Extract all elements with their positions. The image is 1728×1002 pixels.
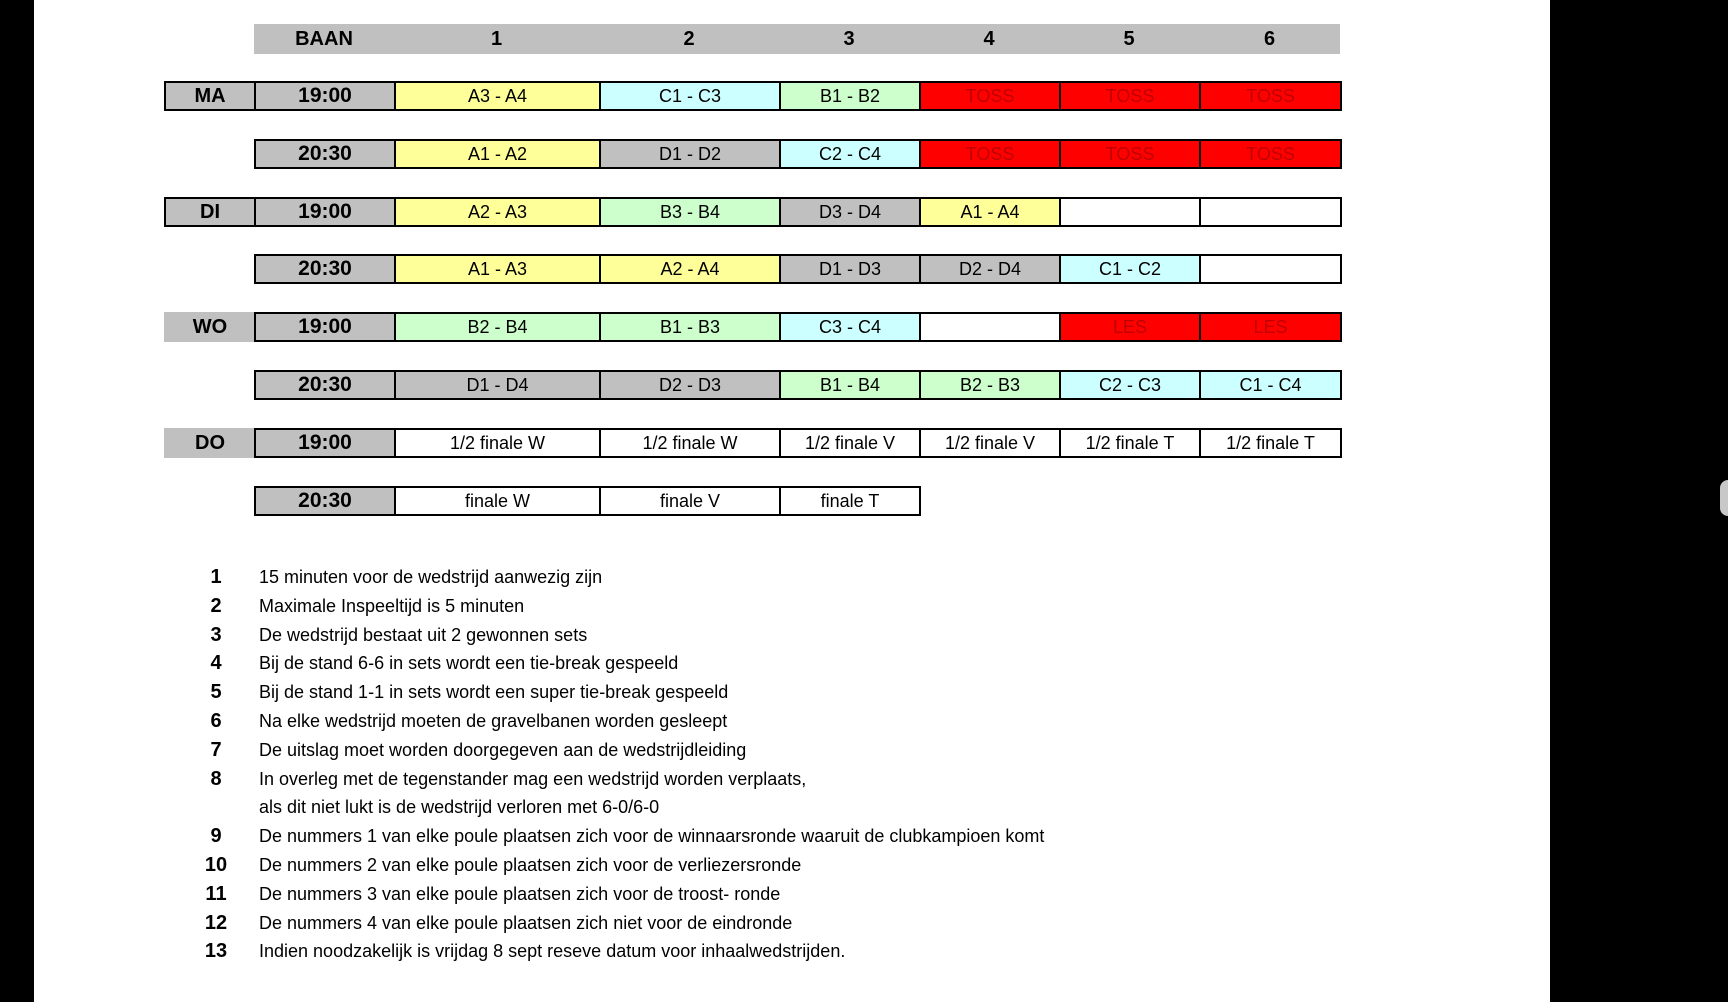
match-cell: C2 - C3 [1061, 370, 1201, 400]
header-court-2: 2 [599, 24, 779, 54]
match-cell: finale T [781, 486, 921, 516]
match-cell: A1 - A4 [921, 197, 1061, 227]
match-cell: TOSS [1061, 139, 1201, 169]
time-slot: 20:30 [254, 139, 396, 169]
day-label-wo: WO [164, 312, 256, 342]
rule-number: 1 [210, 566, 222, 588]
match-cell [1201, 254, 1342, 284]
rule-text: De nummers 4 van elke poule plaatsen zich niet voor de eindronde [259, 912, 793, 933]
match-cell: B1 - B3 [601, 312, 781, 342]
match-cell: D1 - D4 [396, 370, 601, 400]
match-cell: B2 - B4 [396, 312, 601, 342]
match-cell: 1/2 finale W [601, 428, 781, 458]
header-baan: BAAN [254, 24, 394, 54]
time-slot: 19:00 [254, 428, 396, 458]
match-cell: B1 - B4 [781, 370, 921, 400]
header-court-3: 3 [779, 24, 919, 54]
rule-number: 2 [210, 594, 222, 617]
match-cell: D2 - D3 [601, 370, 781, 400]
time-slot: 19:00 [254, 197, 396, 227]
header-court-5: 5 [1059, 24, 1199, 54]
match-cell: 1/2 finale T [1061, 428, 1201, 458]
rule-text: als dit niet lukt is de wedstrijd verloren met 6-0/6-0 [259, 797, 660, 818]
match-cell: TOSS [1201, 81, 1342, 111]
match-cell [1201, 197, 1342, 227]
match-cell: C1 - C3 [601, 81, 781, 111]
rule-text: Bij de stand 1-1 in sets wordt een super tie-break gespeeld [259, 682, 729, 703]
day-label-di: DI [164, 197, 256, 227]
rule-text: De nummers 1 van elke poule plaatsen zich voor de winnaarsronde waaruit de clubkampioen komt [259, 826, 1045, 847]
day-label-do: DO [164, 428, 256, 458]
header-court-1: 1 [394, 24, 599, 54]
rule-number: 6 [210, 710, 222, 732]
match-cell: 1/2 finale W [396, 428, 601, 458]
rule-number: 12 [204, 911, 228, 934]
match-cell: A1 - A2 [396, 139, 601, 169]
match-cell: finale W [396, 486, 601, 516]
match-cell: TOSS [921, 139, 1061, 169]
match-cell: 1/2 finale T [1201, 428, 1342, 458]
match-cell: D1 - D2 [601, 139, 781, 169]
match-cell: C1 - C2 [1061, 254, 1201, 284]
match-cell [921, 312, 1061, 342]
match-cell: A1 - A3 [396, 254, 601, 284]
rule-number: 4 [210, 652, 222, 675]
match-cell: B3 - B4 [601, 197, 781, 227]
match-cell: D3 - D4 [781, 197, 921, 227]
rule-text: Na elke wedstrijd moeten de gravelbanen worden gesleept [259, 711, 728, 731]
match-cell: C2 - C4 [781, 139, 921, 169]
time-slot: 20:30 [254, 254, 396, 284]
time-slot: 19:00 [254, 312, 396, 342]
rule-text: De wedstrijd bestaat uit 2 gewonnen sets [259, 624, 588, 645]
rule-text: De nummers 3 van elke poule plaatsen zich voor de troost- ronde [259, 883, 781, 904]
match-cell: A2 - A4 [601, 254, 781, 284]
match-cell: A2 - A3 [396, 197, 601, 227]
rule-number: 3 [210, 623, 222, 646]
rule-number: 11 [205, 882, 227, 905]
time-slot: 20:30 [254, 486, 396, 516]
match-cell: C3 - C4 [781, 312, 921, 342]
header-court-6: 6 [1199, 24, 1340, 54]
rule-text: Maximale Inspeeltijd is 5 minuten [259, 595, 525, 616]
match-cell: 1/2 finale V [921, 428, 1061, 458]
rule-number: 9 [210, 825, 222, 848]
time-slot: 19:00 [254, 81, 396, 111]
rule-number: 10 [204, 854, 228, 876]
rule-text: Bij de stand 6-6 in sets wordt een tie-break gespeeld [259, 653, 679, 674]
match-cell: C1 - C4 [1201, 370, 1342, 400]
rule-number: 8 [210, 767, 222, 790]
rule-text: De uitslag moet worden doorgegeven aan de wedstrijdleiding [259, 739, 747, 760]
match-cell: B2 - B3 [921, 370, 1061, 400]
match-cell: TOSS [1201, 139, 1342, 169]
header-court-4: 4 [919, 24, 1059, 54]
rule-text: 15 minuten voor de wedstrijd aanwezig zijn [259, 567, 603, 587]
rule-number: 7 [210, 738, 222, 761]
match-cell: TOSS [1061, 81, 1201, 111]
document-page [34, 0, 1550, 1002]
match-cell: finale V [601, 486, 781, 516]
match-cell: D2 - D4 [921, 254, 1061, 284]
match-cell: LES [1201, 312, 1342, 342]
rule-number: 5 [210, 681, 222, 704]
match-cell: A3 - A4 [396, 81, 601, 111]
rule-text: In overleg met de tegenstander mag een wedstrijd worden verplaats, [259, 768, 807, 789]
match-cell: 1/2 finale V [781, 428, 921, 458]
match-cell [1061, 197, 1201, 227]
match-cell: TOSS [921, 81, 1061, 111]
rule-text: Indien noodzakelijk is vrijdag 8 sept reseve datum voor inhaalwedstrijden. [259, 941, 846, 962]
day-label-ma: MA [164, 81, 256, 111]
rule-number: 13 [204, 940, 228, 963]
scroll-handle[interactable] [1720, 480, 1728, 516]
match-cell: LES [1061, 312, 1201, 342]
rule-text: De nummers 2 van elke poule plaatsen zich voor de verliezersronde [259, 855, 802, 875]
match-cell: B1 - B2 [781, 81, 921, 111]
time-slot: 20:30 [254, 370, 396, 400]
match-cell: D1 - D3 [781, 254, 921, 284]
